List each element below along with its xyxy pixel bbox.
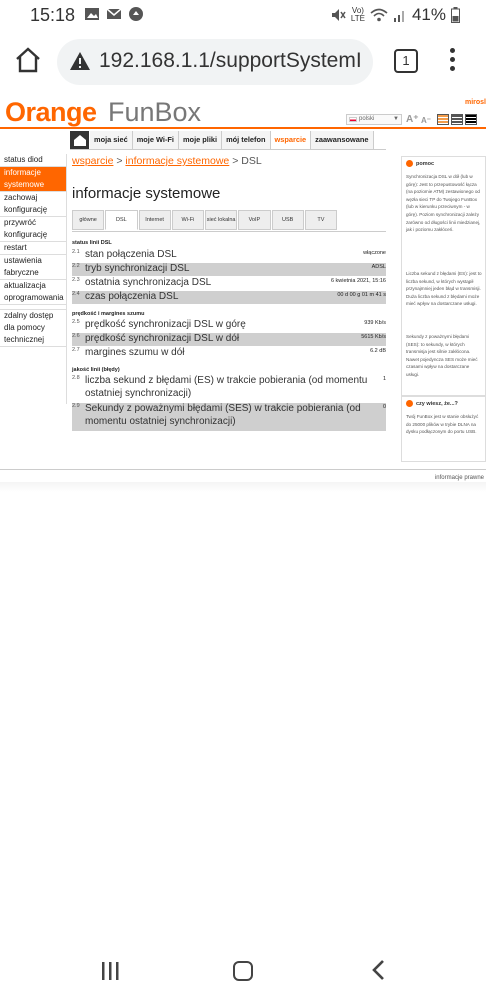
status-right-icons: [330, 5, 460, 25]
volte-indicator: [351, 7, 365, 23]
did-you-know-title: czy wiesz, że...?: [416, 401, 458, 407]
tab-voip[interactable]: VoIP: [238, 210, 270, 230]
row-label: liczba sekund z błędami (ES) w trakcie pobierania (od momentu ostatniej synchronizacji): [85, 375, 368, 399]
account-link[interactable]: mirosl: [464, 99, 486, 106]
footer-shade: [0, 482, 486, 492]
menu-dot-icon: [450, 48, 455, 53]
tab-wifi[interactable]: Wi-Fi: [172, 210, 204, 230]
font-decrease-button[interactable]: A⁻: [421, 116, 431, 125]
wifi-icon: [370, 7, 388, 23]
sidebar-item-system-info[interactable]: informacje systemowe: [0, 167, 66, 192]
breadcrumb-system-info-link[interactable]: informacje systemowe: [125, 155, 230, 167]
row-number: 2.5: [72, 319, 80, 325]
row-label: margines szumu w dół: [85, 347, 185, 358]
did-you-know-panel: [401, 396, 486, 462]
row-label: stan połączenia DSL: [85, 249, 177, 260]
image-icon: [84, 6, 100, 22]
volte-bottom: LTE: [350, 14, 365, 23]
sidebar-item-factory-reset[interactable]: ustawienia fabryczne: [0, 255, 66, 280]
nav-home-button[interactable]: [70, 131, 90, 149]
info-row: [72, 319, 386, 332]
info-row: [72, 291, 386, 304]
theme-orange-button[interactable]: [437, 114, 449, 125]
row-label: ostatnia synchronizacja DSL: [85, 277, 212, 288]
info-tabs: [72, 210, 338, 232]
row-value: ADSL: [371, 264, 386, 270]
battery-icon: [451, 7, 460, 23]
home-button[interactable]: [233, 961, 253, 981]
status-time: 15:18: [30, 5, 76, 25]
battery-percent: 41%: [411, 5, 446, 24]
android-status-bar: [0, 0, 486, 30]
row-value: 6 kwietnia 2021, 15:16: [330, 278, 386, 284]
section-title-speed-noise: prędkość i margines szumu: [72, 311, 145, 317]
android-nav-bar: [0, 937, 486, 999]
row-value: 1: [382, 376, 386, 382]
signal-icon: [393, 7, 407, 23]
row-number: 2.4: [72, 291, 80, 297]
tab-local-network[interactable]: sieć lokalna: [205, 210, 237, 230]
row-value: 6.2 dB: [370, 348, 386, 354]
breadcrumb: [72, 155, 262, 167]
browser-menu-button[interactable]: [450, 48, 456, 74]
row-number: 2.9: [72, 403, 80, 409]
info-row: [72, 333, 386, 346]
row-number: 2.8: [72, 375, 80, 381]
tabs-divider: [72, 231, 386, 232]
row-value: 00 d 00 g 01 m 41 s: [337, 292, 386, 298]
home-icon[interactable]: [14, 46, 42, 74]
page-title: informacje systemowe: [72, 185, 221, 202]
volte-top: Vo): [351, 6, 364, 15]
sidebar-item-remote-access[interactable]: zdalny dostęp dla pomocy technicznej: [0, 309, 66, 347]
tab-dsl[interactable]: DSL: [105, 210, 137, 230]
sidebar-item-save-config[interactable]: zachowaj konfigurację: [0, 192, 66, 217]
nav-support[interactable]: wsparcie: [271, 131, 312, 149]
info-icon: [406, 400, 413, 407]
language-select[interactable]: [346, 114, 402, 125]
app-notification-icon: [128, 6, 144, 22]
sidebar-item-led-status[interactable]: status diod: [0, 154, 66, 167]
help-panel: [401, 156, 486, 396]
nav-my-files[interactable]: moje pliki: [179, 131, 222, 149]
breadcrumb-current: DSL: [241, 155, 262, 167]
mute-icon: [330, 7, 346, 23]
row-label: Sekundy z poważnymi błędami (SES) w trakcie pobierania (od momentu ostatniej synchronizacji): [85, 403, 361, 427]
recent-apps-button[interactable]: [100, 961, 120, 981]
menu-dot-icon: [450, 57, 455, 62]
funbox-logo: FunBox: [108, 97, 202, 127]
did-you-know-text: Twój FunBox jest w stanie obsłużyć do 25000 plików w trybie DLNA na dysku podłączonym do portu USB.: [406, 414, 479, 435]
info-row: [72, 263, 386, 276]
legal-info-link[interactable]: informacje prawne: [434, 475, 484, 481]
url-bar[interactable]: [57, 39, 373, 85]
row-label: czas połączenia DSL: [85, 291, 179, 302]
browser-toolbar: [0, 30, 486, 92]
info-row: [72, 403, 386, 431]
sidebar-item-firmware-update[interactable]: aktualizacja oprogramowania: [0, 280, 66, 305]
sidebar-item-restore-config[interactable]: przywróć konfigurację: [0, 217, 66, 242]
warning-icon: [69, 51, 91, 71]
row-value: włączone: [363, 250, 386, 256]
help-paragraph: Synchronizacja DSL w dół (lub w górę): Jest to przepustowość łącza (na poziomie ATM) zestawionego od węzła sieci TP do Twojego FunBox (lub w kierunku przeciwnym - w górę). Poziom synchronizacji zależy zarówno od długości linii miedzianej, jak i poziomu zakłóceń.: [406, 174, 481, 233]
row-number: 2.6: [72, 333, 80, 339]
info-row: [72, 347, 386, 360]
nav-my-phone[interactable]: mój telefon: [222, 131, 270, 149]
sidebar-menu: [0, 154, 67, 404]
row-label: prędkość synchronizacji DSL w górę: [85, 319, 246, 330]
mail-icon: [106, 6, 122, 22]
row-number: 2.7: [72, 347, 80, 353]
breadcrumb-support-link[interactable]: wsparcie: [72, 155, 114, 167]
row-number: 2.2: [72, 263, 80, 269]
language-value: polski: [359, 116, 375, 122]
row-number: 2.1: [72, 249, 80, 255]
funbox-page: [0, 92, 486, 937]
help-title: pomoc: [416, 161, 435, 167]
breadcrumb-separator: >: [229, 155, 242, 167]
row-value: 939 Kb/s: [364, 320, 386, 326]
row-number: 2.3: [72, 277, 80, 283]
tab-tv[interactable]: TV: [305, 210, 337, 230]
tab-internet[interactable]: Internet: [139, 210, 171, 230]
tab-general[interactable]: główne: [72, 210, 104, 230]
home-icon: [73, 134, 87, 146]
theme-gray-button[interactable]: [451, 114, 463, 125]
help-icon: [406, 160, 413, 167]
help-paragraph: Liczba sekund z błędami (ES): jest to liczba sekund, w których wystąpił przynajmniej jeden błąd w transmisji. Duża liczba sekund z błędami może mieć wpływ na dostarczane usługi.: [406, 271, 482, 307]
dropdown-arrow-icon: ▼: [393, 116, 399, 122]
url-text[interactable]: 192.168.1.1/supportSystemI: [99, 49, 362, 72]
breadcrumb-separator: >: [113, 155, 126, 167]
section-title-line-quality: jakość linii (błędy): [72, 367, 120, 373]
row-value: 5615 Kb/s: [361, 334, 386, 340]
menu-dot-icon: [450, 66, 455, 71]
footer-divider: [0, 469, 486, 470]
info-row: [72, 375, 386, 401]
theme-contrast-button[interactable]: [465, 114, 477, 125]
sidebar-item-restart[interactable]: restart: [0, 242, 66, 255]
notification-icons: [84, 6, 144, 22]
info-row: [72, 249, 386, 262]
font-increase-button[interactable]: A⁺: [406, 114, 419, 125]
section-title-dsl-status: status linii DSL: [72, 240, 112, 246]
nav-my-wifi[interactable]: moje Wi-Fi: [133, 131, 179, 149]
tab-usb[interactable]: USB: [272, 210, 304, 230]
nav-my-network[interactable]: moja sieć: [90, 131, 133, 149]
main-nav: [70, 131, 374, 149]
info-row: [72, 277, 386, 290]
help-paragraph: Sekundy z poważnymi błędami (SES): to sekundy, w których transmisja jest silnie zakłócona. Nawet pojedyncza SES może mieć czasami wpływ na dostarczane usługi.: [406, 334, 478, 377]
row-value: 0: [382, 404, 386, 410]
nav-divider: [70, 149, 386, 150]
row-label: prędkość synchronizacji DSL w dół: [85, 333, 240, 344]
poland-flag-icon: [349, 117, 357, 122]
header-divider: [0, 127, 486, 129]
nav-advanced[interactable]: zaawansowane: [311, 131, 373, 149]
row-label: tryb synchronizacji DSL: [85, 263, 190, 274]
orange-logo[interactable]: Orange: [5, 97, 97, 127]
back-button[interactable]: [370, 959, 386, 981]
tab-switcher-button[interactable]: 1: [394, 49, 418, 73]
